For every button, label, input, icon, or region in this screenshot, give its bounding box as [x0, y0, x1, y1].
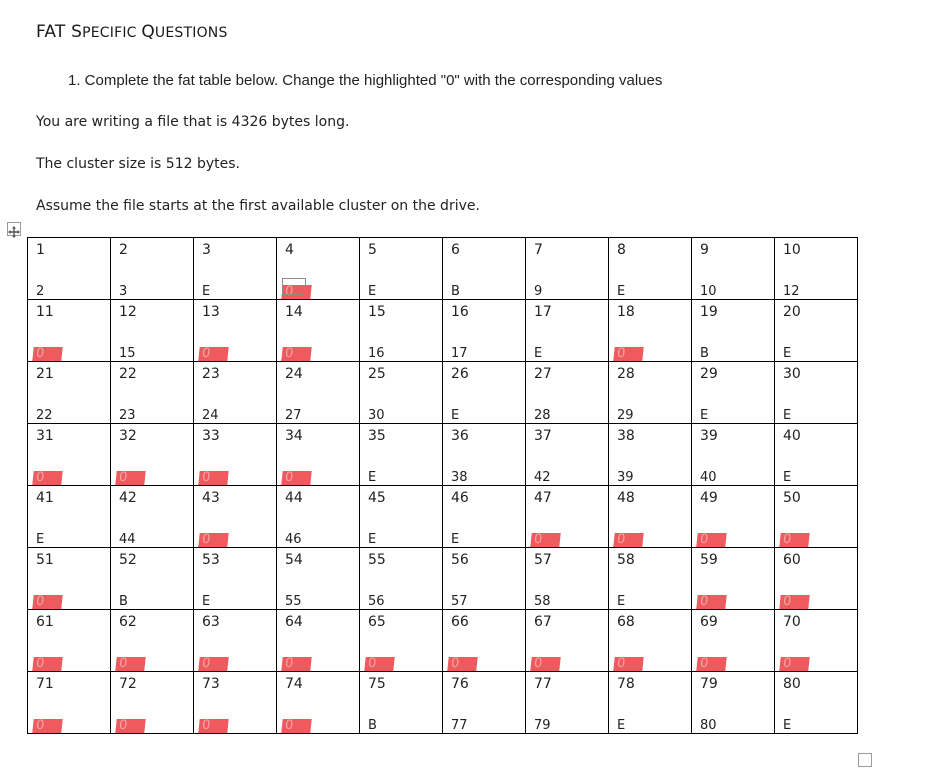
highlighted-value[interactable]: 0	[198, 719, 229, 733]
fat-cell[interactable]	[775, 362, 858, 424]
table-row	[28, 238, 858, 300]
cluster-value: E	[617, 718, 626, 733]
cluster-value: 15	[119, 346, 136, 361]
cluster-index: 28	[617, 366, 635, 382]
highlighted-value[interactable]: 0	[696, 595, 727, 609]
cluster-value: B	[451, 284, 460, 299]
highlighted-value[interactable]: 0	[32, 595, 63, 609]
fat-cell[interactable]	[360, 486, 443, 548]
fat-cell[interactable]	[609, 300, 692, 362]
cluster-index: 48	[617, 490, 635, 506]
highlighted-value[interactable]: 0	[779, 657, 810, 671]
fat-cell[interactable]	[194, 424, 277, 486]
table-row	[28, 672, 858, 734]
fat-cell[interactable]	[111, 300, 194, 362]
fat-cell[interactable]	[775, 424, 858, 486]
cluster-index: 3	[202, 242, 211, 258]
cluster-value: E	[783, 470, 792, 485]
cluster-value: E	[368, 470, 377, 485]
fat-cell[interactable]	[277, 362, 360, 424]
cluster-value: E	[202, 594, 211, 609]
cluster-value: 28	[534, 408, 551, 423]
cluster-index: 56	[451, 552, 469, 568]
table-move-handle[interactable]	[7, 222, 21, 236]
cluster-value: E	[36, 532, 45, 547]
cluster-value: 44	[119, 532, 136, 547]
highlighted-value[interactable]: 0	[613, 657, 644, 671]
cluster-index: 54	[285, 552, 303, 568]
cluster-value: 39	[617, 470, 634, 485]
fat-cell[interactable]	[111, 672, 194, 734]
cluster-index: 64	[285, 614, 303, 630]
cluster-index: 57	[534, 552, 552, 568]
fat-cell[interactable]	[692, 548, 775, 610]
fat-cell[interactable]	[775, 672, 858, 734]
cluster-value: 55	[285, 594, 302, 609]
cluster-index: 41	[36, 490, 54, 506]
fat-cell[interactable]	[775, 300, 858, 362]
fat-cell[interactable]	[443, 486, 526, 548]
table-row	[28, 486, 858, 548]
cluster-value: 30	[368, 408, 385, 423]
cluster-index: 77	[534, 676, 552, 692]
fat-cell[interactable]	[194, 672, 277, 734]
fat-cell[interactable]	[526, 300, 609, 362]
fat-cell[interactable]	[609, 362, 692, 424]
cluster-index: 58	[617, 552, 635, 568]
cluster-index: 67	[534, 614, 552, 630]
fat-cell[interactable]	[692, 610, 775, 672]
cluster-index: 42	[119, 490, 137, 506]
fat-cell[interactable]	[277, 548, 360, 610]
cluster-index: 11	[36, 304, 54, 320]
cluster-index: 79	[700, 676, 718, 692]
cluster-value: 2	[36, 284, 45, 299]
cluster-index: 69	[700, 614, 718, 630]
cell-cursor	[282, 278, 306, 295]
cluster-index: 59	[700, 552, 718, 568]
fat-cell[interactable]	[692, 238, 775, 300]
cluster-index: 40	[783, 428, 801, 444]
fat-cell[interactable]	[194, 362, 277, 424]
cluster-index: 22	[119, 366, 137, 382]
fat-cell[interactable]	[360, 362, 443, 424]
cluster-index: 27	[534, 366, 552, 382]
cluster-index: 24	[285, 366, 303, 382]
cluster-value: 77	[451, 718, 468, 733]
file-start-text: Assume the file starts at the first available cluster on the drive.	[36, 198, 480, 214]
fat-cell[interactable]	[692, 486, 775, 548]
table-row	[28, 362, 858, 424]
highlighted-value[interactable]: 0	[115, 471, 146, 485]
cluster-value: 80	[700, 718, 717, 733]
cluster-index: 35	[368, 428, 386, 444]
cluster-index: 55	[368, 552, 386, 568]
cluster-value: B	[119, 594, 128, 609]
move-arrows-icon	[8, 226, 20, 238]
fat-cell[interactable]	[28, 362, 111, 424]
fat-cell[interactable]	[277, 424, 360, 486]
cluster-index: 33	[202, 428, 220, 444]
highlighted-value[interactable]: 0	[198, 533, 229, 547]
fat-cell[interactable]	[111, 548, 194, 610]
fat-cell[interactable]	[692, 424, 775, 486]
fat-cell[interactable]	[277, 300, 360, 362]
highlighted-value[interactable]: 0	[779, 595, 810, 609]
cluster-value: B	[368, 718, 377, 733]
cluster-value: 38	[451, 470, 468, 485]
fat-cell[interactable]	[111, 362, 194, 424]
fat-cell[interactable]	[526, 548, 609, 610]
cluster-index: 29	[700, 366, 718, 382]
cluster-index: 75	[368, 676, 386, 692]
highlighted-value[interactable]: 0	[447, 657, 478, 671]
cluster-value: E	[368, 532, 377, 547]
fat-cell[interactable]	[194, 610, 277, 672]
cluster-value: E	[451, 532, 460, 547]
cluster-value: 40	[700, 470, 717, 485]
table-resize-handle[interactable]	[858, 753, 872, 767]
fat-cell[interactable]	[526, 486, 609, 548]
cluster-index: 9	[700, 242, 709, 258]
table-row	[28, 548, 858, 610]
highlighted-value[interactable]: 0	[115, 657, 146, 671]
cluster-index: 4	[285, 242, 294, 258]
fat-cell[interactable]	[609, 548, 692, 610]
cluster-index: 34	[285, 428, 303, 444]
cluster-value: E	[451, 408, 460, 423]
fat-cell[interactable]	[526, 238, 609, 300]
fat-cell[interactable]	[360, 300, 443, 362]
cluster-value: E	[783, 346, 792, 361]
cluster-index: 20	[783, 304, 801, 320]
highlighted-value[interactable]: 0	[32, 657, 63, 671]
fat-cell[interactable]	[194, 300, 277, 362]
fat-cell[interactable]	[194, 486, 277, 548]
cluster-index: 50	[783, 490, 801, 506]
cluster-value: E	[783, 718, 792, 733]
fat-cell[interactable]	[28, 610, 111, 672]
highlighted-value[interactable]: 0	[281, 347, 312, 361]
fat-cell[interactable]	[692, 300, 775, 362]
highlighted-value[interactable]: 0	[696, 533, 727, 547]
cluster-index: 5	[368, 242, 377, 258]
fat-cell[interactable]	[443, 300, 526, 362]
cluster-index: 30	[783, 366, 801, 382]
highlighted-value[interactable]: 0	[530, 657, 561, 671]
cluster-index: 78	[617, 676, 635, 692]
fat-cell[interactable]	[28, 238, 111, 300]
cluster-index: 66	[451, 614, 469, 630]
page-title: FAT SPECIFIC QUESTIONS	[36, 22, 228, 42]
fat-cell[interactable]	[360, 548, 443, 610]
cluster-index: 7	[534, 242, 543, 258]
cluster-index: 71	[36, 676, 54, 692]
highlighted-value[interactable]: 0	[281, 719, 312, 733]
cluster-index: 39	[700, 428, 718, 444]
cluster-value: 23	[119, 408, 136, 423]
cluster-index: 6	[451, 242, 460, 258]
cluster-index: 38	[617, 428, 635, 444]
highlighted-value[interactable]: 0	[613, 347, 644, 361]
fat-cell[interactable]	[609, 424, 692, 486]
highlighted-value[interactable]: 0	[281, 657, 312, 671]
cluster-index: 19	[700, 304, 718, 320]
highlighted-value[interactable]: 0	[281, 471, 312, 485]
cluster-index: 65	[368, 614, 386, 630]
cluster-index: 44	[285, 490, 303, 506]
cluster-value: 9	[534, 284, 543, 299]
fat-cell[interactable]	[609, 238, 692, 300]
fat-cell[interactable]	[277, 672, 360, 734]
cluster-index: 31	[36, 428, 54, 444]
cluster-index: 62	[119, 614, 137, 630]
cluster-index: 8	[617, 242, 626, 258]
cluster-index: 51	[36, 552, 54, 568]
cluster-index: 61	[36, 614, 54, 630]
question-text: 1. Complete the fat table below. Change the highlighted "0" with the corresponding values	[68, 72, 663, 89]
highlighted-value[interactable]: 0	[115, 719, 146, 733]
highlighted-value[interactable]: 0	[364, 657, 395, 671]
table-row	[28, 610, 858, 672]
fat-cell[interactable]	[360, 424, 443, 486]
fat-cell[interactable]	[277, 486, 360, 548]
file-size-text: You are writing a file that is 4326 bytes long.	[36, 114, 350, 130]
highlighted-value[interactable]: 0	[32, 719, 63, 733]
cluster-index: 36	[451, 428, 469, 444]
cluster-value: E	[700, 408, 709, 423]
cluster-index: 52	[119, 552, 137, 568]
highlighted-value[interactable]: 0	[32, 347, 63, 361]
highlighted-value[interactable]: 0	[281, 285, 312, 299]
fat-cell[interactable]	[194, 238, 277, 300]
cluster-index: 25	[368, 366, 386, 382]
fat-table	[27, 237, 858, 734]
fat-cell[interactable]	[28, 424, 111, 486]
cluster-value: 10	[700, 284, 717, 299]
cluster-index: 76	[451, 676, 469, 692]
cluster-value: E	[783, 408, 792, 423]
cluster-value: E	[202, 284, 211, 299]
cluster-index: 53	[202, 552, 220, 568]
cluster-index: 80	[783, 676, 801, 692]
fat-cell[interactable]	[609, 672, 692, 734]
fat-cell[interactable]	[28, 300, 111, 362]
fat-cell[interactable]	[443, 362, 526, 424]
cluster-value: 58	[534, 594, 551, 609]
cluster-value: 16	[368, 346, 385, 361]
fat-cell[interactable]	[28, 672, 111, 734]
highlighted-value[interactable]: 0	[32, 471, 63, 485]
cluster-value: 29	[617, 408, 634, 423]
highlighted-value[interactable]: 0	[530, 533, 561, 547]
cluster-index: 26	[451, 366, 469, 382]
cluster-index: 12	[119, 304, 137, 320]
fat-cell[interactable]	[443, 610, 526, 672]
fat-cell[interactable]	[609, 610, 692, 672]
cluster-index: 1	[36, 242, 45, 258]
fat-cell[interactable]	[443, 424, 526, 486]
fat-cell[interactable]	[360, 672, 443, 734]
highlighted-value[interactable]: 0	[198, 471, 229, 485]
fat-cell[interactable]	[360, 610, 443, 672]
cluster-value: E	[368, 284, 377, 299]
cluster-index: 47	[534, 490, 552, 506]
table-row	[28, 424, 858, 486]
highlighted-value[interactable]: 0	[696, 657, 727, 671]
fat-cell[interactable]	[28, 548, 111, 610]
fat-cell[interactable]	[111, 424, 194, 486]
table-row	[28, 300, 858, 362]
fat-cell[interactable]	[526, 424, 609, 486]
highlighted-value[interactable]: 0	[198, 657, 229, 671]
cluster-value: 42	[534, 470, 551, 485]
cluster-index: 45	[368, 490, 386, 506]
cluster-index: 70	[783, 614, 801, 630]
cluster-index: 72	[119, 676, 137, 692]
fat-cell[interactable]	[277, 610, 360, 672]
fat-cell[interactable]	[526, 362, 609, 424]
cluster-value: 22	[36, 408, 53, 423]
fat-cell[interactable]	[775, 486, 858, 548]
fat-cell[interactable]	[526, 610, 609, 672]
cluster-value: E	[617, 284, 626, 299]
cluster-value: 27	[285, 408, 302, 423]
cluster-index: 21	[36, 366, 54, 382]
fat-cell[interactable]	[692, 362, 775, 424]
cluster-index: 16	[451, 304, 469, 320]
fat-cell[interactable]	[443, 672, 526, 734]
cluster-value: 24	[202, 408, 219, 423]
cluster-index: 32	[119, 428, 137, 444]
cluster-index: 17	[534, 304, 552, 320]
cluster-value: E	[617, 594, 626, 609]
cluster-value: 56	[368, 594, 385, 609]
cluster-value: B	[700, 346, 709, 361]
cluster-size-text: The cluster size is 512 bytes.	[36, 156, 240, 172]
cluster-index: 14	[285, 304, 303, 320]
fat-cell[interactable]	[111, 238, 194, 300]
cluster-index: 13	[202, 304, 220, 320]
fat-cell[interactable]	[443, 548, 526, 610]
fat-cell[interactable]	[775, 238, 858, 300]
fat-cell[interactable]	[28, 486, 111, 548]
highlighted-value[interactable]: 0	[779, 533, 810, 547]
fat-cell[interactable]	[443, 238, 526, 300]
fat-cell[interactable]	[111, 486, 194, 548]
fat-cell[interactable]	[194, 548, 277, 610]
fat-cell[interactable]	[692, 672, 775, 734]
fat-cell[interactable]	[609, 486, 692, 548]
fat-cell[interactable]	[111, 610, 194, 672]
cluster-index: 23	[202, 366, 220, 382]
cluster-value: 12	[783, 284, 800, 299]
fat-cell[interactable]	[775, 548, 858, 610]
cluster-value: 3	[119, 284, 128, 299]
cluster-index: 37	[534, 428, 552, 444]
cluster-index: 49	[700, 490, 718, 506]
cluster-index: 60	[783, 552, 801, 568]
cluster-index: 46	[451, 490, 469, 506]
highlighted-value[interactable]: 0	[198, 347, 229, 361]
highlighted-value[interactable]: 0	[613, 533, 644, 547]
fat-cell[interactable]	[526, 672, 609, 734]
cluster-index: 63	[202, 614, 220, 630]
cluster-value: E	[534, 346, 543, 361]
cluster-value: 57	[451, 594, 468, 609]
cluster-index: 18	[617, 304, 635, 320]
cluster-index: 74	[285, 676, 303, 692]
cluster-value: 46	[285, 532, 302, 547]
cluster-index: 10	[783, 242, 801, 258]
cluster-index: 68	[617, 614, 635, 630]
cluster-value: 17	[451, 346, 468, 361]
cluster-index: 73	[202, 676, 220, 692]
cluster-index: 2	[119, 242, 128, 258]
cluster-value: 79	[534, 718, 551, 733]
fat-cell[interactable]	[360, 238, 443, 300]
cluster-index: 43	[202, 490, 220, 506]
cluster-index: 15	[368, 304, 386, 320]
fat-cell[interactable]	[775, 610, 858, 672]
